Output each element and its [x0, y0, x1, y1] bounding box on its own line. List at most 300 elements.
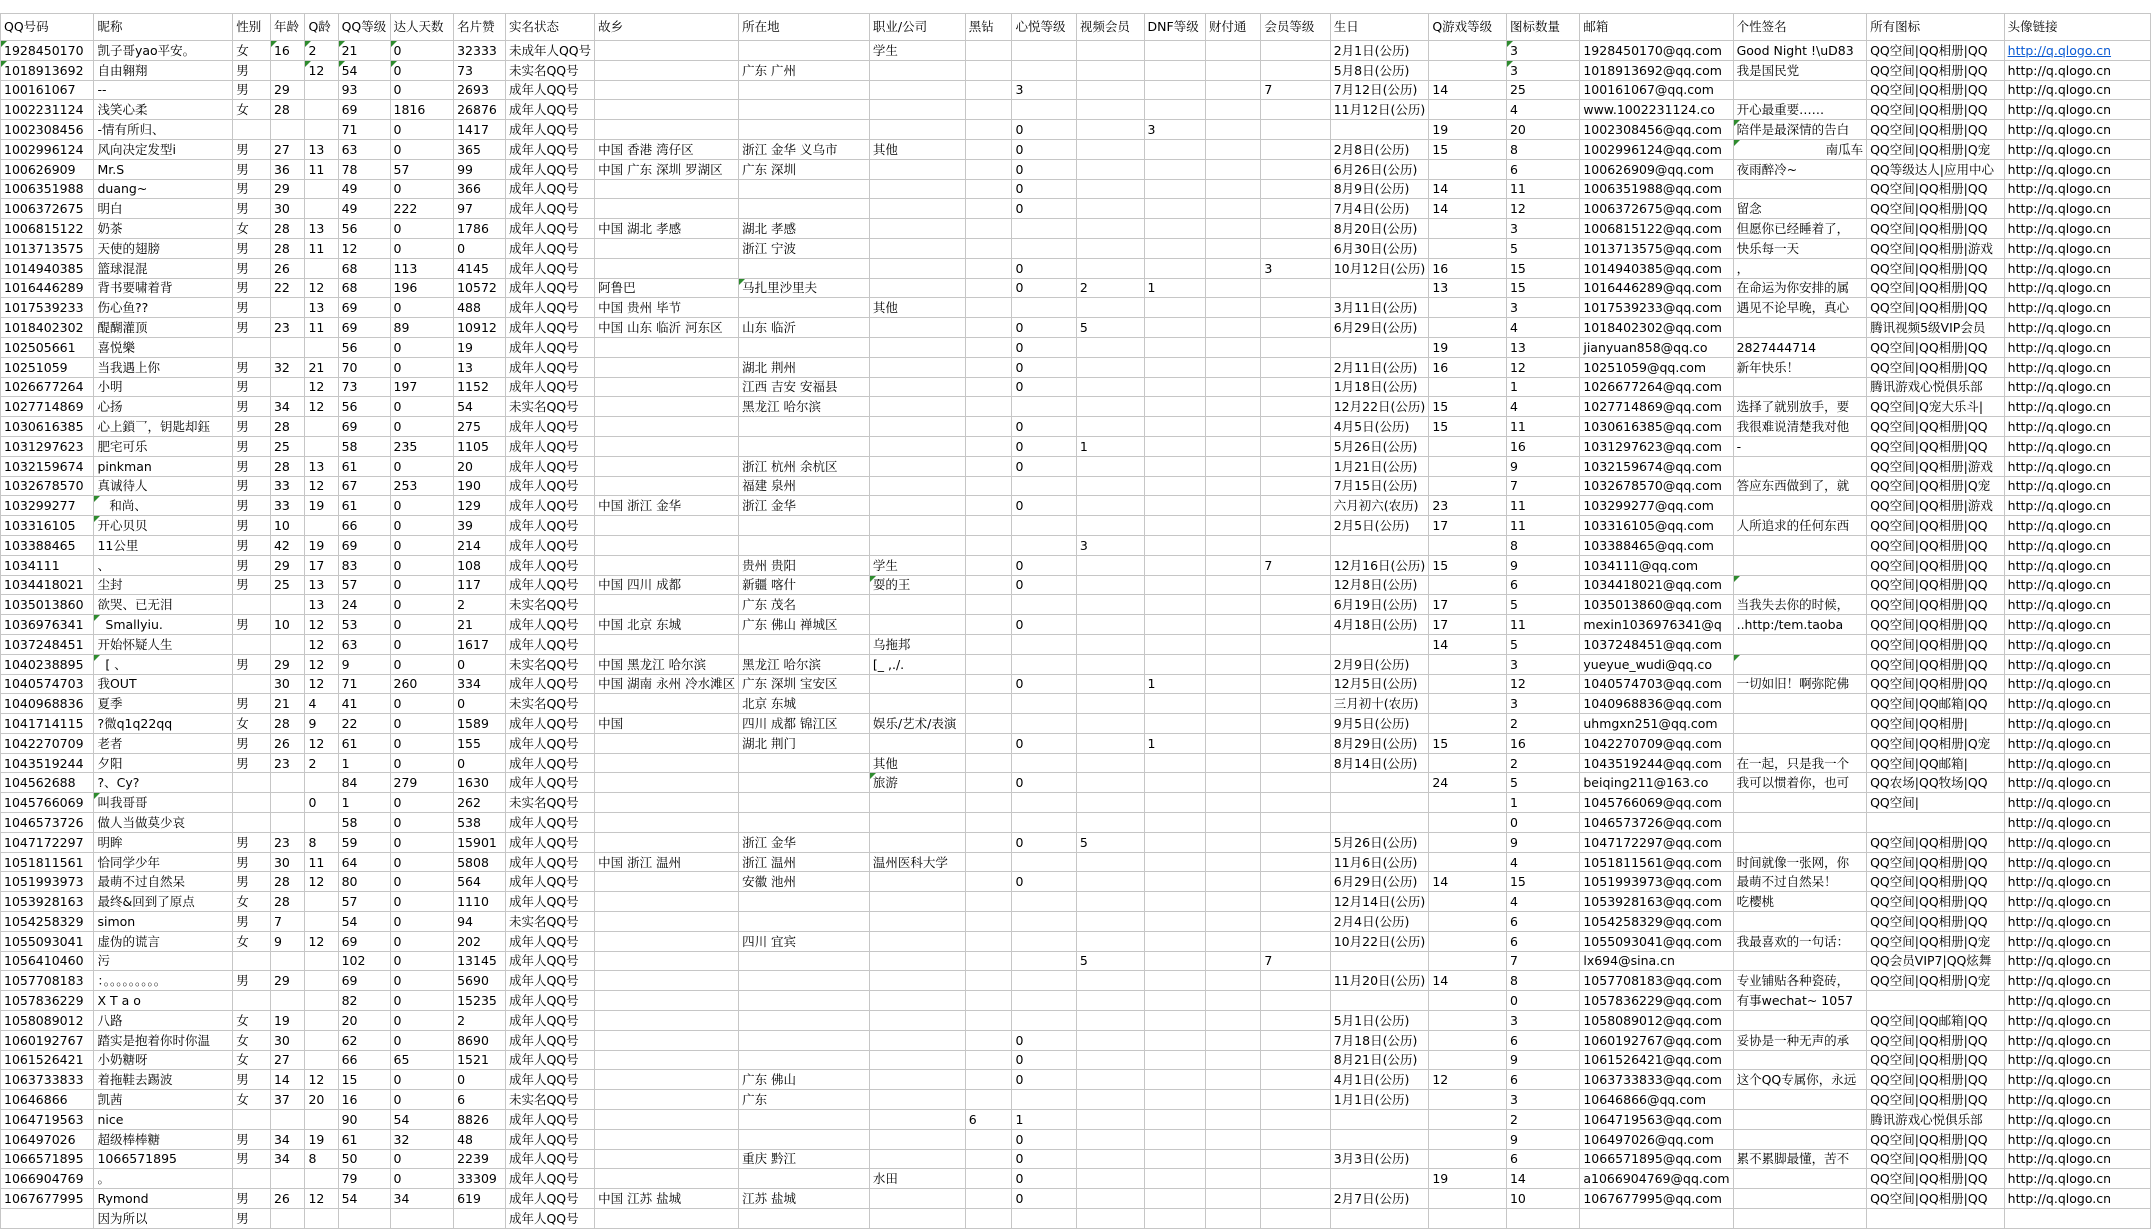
- cell[interactable]: [869, 1011, 965, 1031]
- cell[interactable]: [1261, 1169, 1330, 1189]
- cell[interactable]: [305, 100, 338, 120]
- cell[interactable]: pinkman: [94, 456, 233, 476]
- cell[interactable]: 17: [1429, 595, 1507, 615]
- cell[interactable]: [1205, 813, 1261, 833]
- cell[interactable]: QQ空间|QQ相册|QQ: [1867, 516, 2005, 536]
- cell[interactable]: 成年人QQ号: [505, 357, 594, 377]
- cell[interactable]: [305, 179, 338, 199]
- cell[interactable]: 4: [1506, 100, 1579, 120]
- cell[interactable]: 12: [305, 60, 338, 80]
- cell[interactable]: 32333: [454, 41, 506, 61]
- cell[interactable]: 12月14日(公历): [1330, 892, 1429, 912]
- cell[interactable]: [1733, 179, 1867, 199]
- cell[interactable]: uhmgxn251@qq.com: [1580, 714, 1733, 734]
- cell[interactable]: [305, 1050, 338, 1070]
- cell[interactable]: 马扎里沙里夫: [739, 278, 870, 298]
- cell[interactable]: [1261, 1189, 1330, 1209]
- cell[interactable]: [869, 357, 965, 377]
- cell[interactable]: [965, 238, 1012, 258]
- cell[interactable]: [1261, 1030, 1330, 1050]
- cell[interactable]: 1006372675@qq.com: [1580, 199, 1733, 219]
- cell[interactable]: 做人当做莫少哀: [94, 813, 233, 833]
- cell[interactable]: [1076, 120, 1144, 140]
- cell[interactable]: 25: [270, 575, 304, 595]
- cell[interactable]: 未实名QQ号: [505, 595, 594, 615]
- cell[interactable]: [1076, 1050, 1144, 1070]
- cell[interactable]: 10912: [454, 318, 506, 338]
- cell[interactable]: QQ空间|QQ相册|QQ: [1867, 1169, 2005, 1189]
- cell[interactable]: 耍的王: [869, 575, 965, 595]
- cell[interactable]: 15: [1506, 872, 1579, 892]
- cell[interactable]: 90: [338, 1110, 390, 1130]
- cell[interactable]: 1: [1144, 674, 1205, 694]
- cell[interactable]: 20: [454, 456, 506, 476]
- cell[interactable]: [1076, 1011, 1144, 1031]
- cell[interactable]: 1002996124: [1, 139, 94, 159]
- cell[interactable]: [965, 1050, 1012, 1070]
- cell[interactable]: [1261, 1050, 1330, 1070]
- cell[interactable]: [965, 971, 1012, 991]
- cell[interactable]: [1261, 694, 1330, 714]
- cell[interactable]: [1330, 120, 1429, 140]
- cell[interactable]: 1002308456: [1, 120, 94, 140]
- cell[interactable]: [1076, 931, 1144, 951]
- cell[interactable]: [1144, 852, 1205, 872]
- cell[interactable]: 成年人QQ号: [505, 991, 594, 1011]
- cell[interactable]: 28: [270, 892, 304, 912]
- cell[interactable]: 2月7日(公历): [1330, 1189, 1429, 1209]
- cell[interactable]: 贵州 贵阳: [739, 555, 870, 575]
- cell[interactable]: 3: [1506, 1090, 1579, 1110]
- cell[interactable]: [233, 337, 271, 357]
- cell[interactable]: 6: [454, 1090, 506, 1110]
- cell[interactable]: 0: [1012, 1169, 1076, 1189]
- cell[interactable]: [595, 595, 739, 615]
- cell[interactable]: QQ等级达人|应用中心: [1867, 159, 2005, 179]
- cell[interactable]: [1144, 1209, 1205, 1229]
- cell[interactable]: 当我失去你的时候，: [1733, 595, 1867, 615]
- cell[interactable]: [1733, 1050, 1867, 1070]
- cell[interactable]: [1261, 516, 1330, 536]
- cell[interactable]: 选择了就别放手，要: [1733, 397, 1867, 417]
- cell[interactable]: [1205, 298, 1261, 318]
- cell[interactable]: 2: [454, 1011, 506, 1031]
- cell[interactable]: [305, 971, 338, 991]
- cell[interactable]: [1076, 337, 1144, 357]
- cell[interactable]: 肥宅可乐: [94, 436, 233, 456]
- cell[interactable]: [1076, 1030, 1144, 1050]
- avatar-link-cell[interactable]: http://q.qlogo.cn: [2004, 41, 2150, 61]
- cell[interactable]: [270, 60, 304, 80]
- cell[interactable]: 0: [1012, 357, 1076, 377]
- cell[interactable]: 1047172297: [1, 832, 94, 852]
- cell[interactable]: [1261, 714, 1330, 734]
- cell[interactable]: [233, 1110, 271, 1130]
- cell[interactable]: [869, 397, 965, 417]
- cell[interactable]: 21: [338, 41, 390, 61]
- cell[interactable]: QQ空间|QQ相册|QQ: [1867, 615, 2005, 635]
- cell[interactable]: 3: [1506, 219, 1579, 239]
- cell[interactable]: [305, 912, 338, 932]
- cell[interactable]: [595, 60, 739, 80]
- cell[interactable]: 0: [454, 654, 506, 674]
- cell[interactable]: [965, 575, 1012, 595]
- cell[interactable]: --: [94, 80, 233, 100]
- cell[interactable]: 68: [338, 278, 390, 298]
- cell[interactable]: 中国: [595, 714, 739, 734]
- cell[interactable]: [1733, 318, 1867, 338]
- cell[interactable]: [595, 1169, 739, 1189]
- cell[interactable]: http://q.qlogo.cn: [2004, 773, 2150, 793]
- cell[interactable]: [1076, 516, 1144, 536]
- cell[interactable]: [595, 1030, 739, 1050]
- cell[interactable]: 13: [305, 219, 338, 239]
- cell[interactable]: 61: [338, 733, 390, 753]
- cell[interactable]: [1205, 496, 1261, 516]
- cell[interactable]: 48: [454, 1129, 506, 1149]
- cell[interactable]: 25: [1506, 80, 1579, 100]
- cell[interactable]: 2: [305, 41, 338, 61]
- cell[interactable]: 5808: [454, 852, 506, 872]
- cell[interactable]: 106497026@qq.com: [1580, 1129, 1733, 1149]
- cell[interactable]: [965, 951, 1012, 971]
- cell[interactable]: 155: [454, 733, 506, 753]
- cell[interactable]: QQ空间|QQ相册|QQ: [1867, 1149, 2005, 1169]
- cell[interactable]: 0: [1012, 179, 1076, 199]
- column-header-12[interactable]: 黑钻: [965, 14, 1012, 41]
- cell[interactable]: [1330, 991, 1429, 1011]
- cell[interactable]: 1110: [454, 892, 506, 912]
- cell[interactable]: 12月22日(公历): [1330, 397, 1429, 417]
- cell[interactable]: [1261, 100, 1330, 120]
- cell[interactable]: [270, 1169, 304, 1189]
- cell[interactable]: [965, 318, 1012, 338]
- cell[interactable]: 1: [1506, 793, 1579, 813]
- cell[interactable]: [739, 912, 870, 932]
- cell[interactable]: 14: [1429, 199, 1507, 219]
- cell[interactable]: 男: [233, 555, 271, 575]
- cell[interactable]: 超级棒棒糖: [94, 1129, 233, 1149]
- cell[interactable]: 14: [270, 1070, 304, 1090]
- cell[interactable]: [1205, 1050, 1261, 1070]
- cell[interactable]: [1733, 951, 1867, 971]
- cell[interactable]: 男: [233, 971, 271, 991]
- cell[interactable]: [965, 199, 1012, 219]
- cell[interactable]: ?、Cy?: [94, 773, 233, 793]
- cell[interactable]: 13: [1506, 337, 1579, 357]
- cell[interactable]: 小奶糖呀: [94, 1050, 233, 1070]
- column-header-11[interactable]: 职业/公司: [869, 14, 965, 41]
- cell[interactable]: QQ空间|QQ相册|QQ: [1867, 436, 2005, 456]
- cell[interactable]: 未实名QQ号: [505, 793, 594, 813]
- cell[interactable]: 成年人QQ号: [505, 496, 594, 516]
- cell[interactable]: 6月26日(公历): [1330, 159, 1429, 179]
- cell[interactable]: 女: [233, 714, 271, 734]
- cell[interactable]: [965, 733, 1012, 753]
- cell[interactable]: 在一起，只是我一个: [1733, 753, 1867, 773]
- cell[interactable]: 11: [1506, 516, 1579, 536]
- cell[interactable]: 29: [270, 179, 304, 199]
- cell[interactable]: 1061526421: [1, 1050, 94, 1070]
- cell[interactable]: 27: [270, 1050, 304, 1070]
- cell[interactable]: [1261, 1070, 1330, 1090]
- cell[interactable]: 6月19日(公历): [1330, 595, 1429, 615]
- cell[interactable]: 温州医科大学: [869, 852, 965, 872]
- cell[interactable]: 54: [390, 1110, 454, 1130]
- cell[interactable]: [1144, 971, 1205, 991]
- cell[interactable]: 30: [270, 852, 304, 872]
- column-header-24[interactable]: 头像链接: [2004, 14, 2150, 41]
- cell[interactable]: 104562688: [1, 773, 94, 793]
- cell[interactable]: 1055093041: [1, 931, 94, 951]
- cell[interactable]: 、: [94, 555, 233, 575]
- cell[interactable]: [305, 337, 338, 357]
- cell[interactable]: 0: [390, 397, 454, 417]
- cell[interactable]: [1012, 476, 1076, 496]
- cell[interactable]: [1144, 80, 1205, 100]
- cell[interactable]: 0: [1012, 555, 1076, 575]
- cell[interactable]: 1060192767@qq.com: [1580, 1030, 1733, 1050]
- cell[interactable]: 一切如旧！啊弥陀佛: [1733, 674, 1867, 694]
- cell[interactable]: [595, 971, 739, 991]
- cell[interactable]: 7月12日(公历): [1330, 80, 1429, 100]
- cell[interactable]: 1066571895: [94, 1149, 233, 1169]
- cell[interactable]: [1261, 1011, 1330, 1031]
- cell[interactable]: 11: [1506, 179, 1579, 199]
- cell[interactable]: 1043519244: [1, 753, 94, 773]
- cell[interactable]: 男: [233, 278, 271, 298]
- cell[interactable]: [305, 120, 338, 140]
- cell[interactable]: [1144, 535, 1205, 555]
- cell[interactable]: 3月11日(公历): [1330, 298, 1429, 318]
- cell[interactable]: 10646866@qq.com: [1580, 1090, 1733, 1110]
- cell[interactable]: [1144, 991, 1205, 1011]
- cell[interactable]: 1042270709: [1, 733, 94, 753]
- cell[interactable]: [1429, 1050, 1507, 1070]
- cell[interactable]: [270, 793, 304, 813]
- cell[interactable]: 0: [390, 694, 454, 714]
- cell[interactable]: 0: [1012, 832, 1076, 852]
- cell[interactable]: 开心最重要……: [1733, 100, 1867, 120]
- cell[interactable]: 15235: [454, 991, 506, 1011]
- cell[interactable]: 男: [233, 852, 271, 872]
- cell[interactable]: 8: [305, 1149, 338, 1169]
- cell[interactable]: [1261, 199, 1330, 219]
- cell[interactable]: 69: [338, 298, 390, 318]
- cell[interactable]: http://q.qlogo.cn: [2004, 1030, 2150, 1050]
- cell[interactable]: [1144, 436, 1205, 456]
- cell[interactable]: http://q.qlogo.cn: [2004, 991, 2150, 1011]
- cell[interactable]: 1928450170: [1, 41, 94, 61]
- cell[interactable]: 8月14日(公历): [1330, 753, 1429, 773]
- cell[interactable]: [270, 120, 304, 140]
- cell[interactable]: 16: [338, 1090, 390, 1110]
- cell[interactable]: [595, 337, 739, 357]
- cell[interactable]: [965, 377, 1012, 397]
- cell[interactable]: [1076, 80, 1144, 100]
- cell[interactable]: [595, 892, 739, 912]
- cell[interactable]: 浅笑心柔: [94, 100, 233, 120]
- cell[interactable]: [1429, 912, 1507, 932]
- cell[interactable]: 32: [270, 357, 304, 377]
- cell[interactable]: QQ空间|QQ相册|QQ: [1867, 1090, 2005, 1110]
- cell[interactable]: 93: [338, 80, 390, 100]
- cell[interactable]: [305, 892, 338, 912]
- cell[interactable]: 1055093041@qq.com: [1580, 931, 1733, 951]
- cell[interactable]: [1076, 377, 1144, 397]
- cell[interactable]: 2: [454, 595, 506, 615]
- cell[interactable]: [965, 278, 1012, 298]
- cell[interactable]: [1144, 912, 1205, 932]
- cell[interactable]: 1002231124: [1, 100, 94, 120]
- cell[interactable]: 中国 广东 深圳 罗湖区: [595, 159, 739, 179]
- cell[interactable]: [869, 1189, 965, 1209]
- cell[interactable]: 成年人QQ号: [505, 436, 594, 456]
- cell[interactable]: [965, 1149, 1012, 1169]
- cell[interactable]: 84: [338, 773, 390, 793]
- cell[interactable]: [1076, 615, 1144, 635]
- cell[interactable]: [1012, 1090, 1076, 1110]
- cell[interactable]: [1012, 100, 1076, 120]
- cell[interactable]: 14: [1429, 634, 1507, 654]
- cell[interactable]: http://q.qlogo.cn: [2004, 318, 2150, 338]
- cell[interactable]: [1205, 219, 1261, 239]
- cell[interactable]: 湖北 荆门: [739, 733, 870, 753]
- cell[interactable]: 3月3日(公历): [1330, 1149, 1429, 1169]
- cell[interactable]: [739, 298, 870, 318]
- cell[interactable]: [1205, 159, 1261, 179]
- cell[interactable]: 106497026: [1, 1129, 94, 1149]
- cell[interactable]: QQ空间|QQ相册|QQ: [1867, 832, 2005, 852]
- cell[interactable]: 253: [390, 476, 454, 496]
- cell[interactable]: 20: [1506, 120, 1579, 140]
- cell[interactable]: Mr.S: [94, 159, 233, 179]
- cell[interactable]: [1076, 159, 1144, 179]
- cell[interactable]: 538: [454, 813, 506, 833]
- cell[interactable]: www.1002231124.co: [1580, 100, 1733, 120]
- cell[interactable]: 新年快乐！: [1733, 357, 1867, 377]
- cell[interactable]: simon: [94, 912, 233, 932]
- cell[interactable]: 0: [390, 1011, 454, 1031]
- cell[interactable]: 恰同学少年: [94, 852, 233, 872]
- cell[interactable]: [1144, 179, 1205, 199]
- cell[interactable]: 男: [233, 496, 271, 516]
- cell[interactable]: 100626909@qq.com: [1580, 159, 1733, 179]
- cell[interactable]: [595, 1129, 739, 1149]
- cell[interactable]: [739, 991, 870, 1011]
- cell[interactable]: 开始怀疑人生: [94, 634, 233, 654]
- cell[interactable]: 19: [454, 337, 506, 357]
- cell[interactable]: [1144, 357, 1205, 377]
- cell[interactable]: 7: [1261, 555, 1330, 575]
- cell[interactable]: QQ空间|QQ相册|QQ: [1867, 1070, 2005, 1090]
- cell[interactable]: 0: [1012, 337, 1076, 357]
- cell[interactable]: [1076, 1189, 1144, 1209]
- cell[interactable]: [1205, 773, 1261, 793]
- cell[interactable]: 0: [1012, 496, 1076, 516]
- cell[interactable]: QQ空间|QQ相册|Q宠: [1867, 476, 2005, 496]
- cell[interactable]: 366: [454, 179, 506, 199]
- cell[interactable]: [595, 555, 739, 575]
- cell[interactable]: [1261, 120, 1330, 140]
- cell[interactable]: 成年人QQ号: [505, 1011, 594, 1031]
- cell[interactable]: [1012, 298, 1076, 318]
- cell[interactable]: 8月21日(公历): [1330, 1050, 1429, 1070]
- cell[interactable]: 2月8日(公历): [1330, 139, 1429, 159]
- cell[interactable]: 中国 贵州 毕节: [595, 298, 739, 318]
- cell[interactable]: [1076, 991, 1144, 1011]
- cell[interactable]: 69: [338, 535, 390, 555]
- cell[interactable]: 1月21日(公历): [1330, 456, 1429, 476]
- cell[interactable]: 14: [1506, 1169, 1579, 1189]
- cell[interactable]: 56: [338, 337, 390, 357]
- cell[interactable]: 我OUT: [94, 674, 233, 694]
- cell[interactable]: 成年人QQ号: [505, 753, 594, 773]
- cell[interactable]: 8月9日(公历): [1330, 179, 1429, 199]
- cell[interactable]: [1076, 813, 1144, 833]
- cell[interactable]: 3: [1144, 120, 1205, 140]
- cell[interactable]: 22: [338, 714, 390, 734]
- cell[interactable]: 30: [270, 199, 304, 219]
- cell[interactable]: 5月26日(公历): [1330, 436, 1429, 456]
- cell[interactable]: 1018913692: [1, 60, 94, 80]
- cell[interactable]: [739, 120, 870, 140]
- cell[interactable]: 89: [390, 318, 454, 338]
- cell[interactable]: 1027714869@qq.com: [1580, 397, 1733, 417]
- cell[interactable]: 1589: [454, 714, 506, 734]
- cell[interactable]: 1036976341: [1, 615, 94, 635]
- cell[interactable]: [869, 733, 965, 753]
- cell[interactable]: 619: [454, 1189, 506, 1209]
- cell[interactable]: jianyuan858@qq.co: [1580, 337, 1733, 357]
- cell[interactable]: 5: [1506, 238, 1579, 258]
- cell[interactable]: [1205, 575, 1261, 595]
- cell[interactable]: [305, 813, 338, 833]
- cell[interactable]: QQ空间|: [1867, 793, 2005, 813]
- cell[interactable]: 12: [305, 872, 338, 892]
- cell[interactable]: [1261, 417, 1330, 437]
- cell[interactable]: 男: [233, 654, 271, 674]
- cell[interactable]: [1205, 41, 1261, 61]
- cell[interactable]: 61: [338, 456, 390, 476]
- cell[interactable]: 2月1日(公历): [1330, 41, 1429, 61]
- cell[interactable]: [1429, 714, 1507, 734]
- cell[interactable]: 风向决定发型i: [94, 139, 233, 159]
- cell[interactable]: [965, 714, 1012, 734]
- cell[interactable]: 28: [270, 417, 304, 437]
- cell[interactable]: [595, 872, 739, 892]
- cell[interactable]: 男: [233, 1129, 271, 1149]
- cell[interactable]: [869, 337, 965, 357]
- cell[interactable]: 1031297623@qq.com: [1580, 436, 1733, 456]
- cell[interactable]: http://q.qlogo.cn: [2004, 238, 2150, 258]
- cell[interactable]: 0: [390, 892, 454, 912]
- cell[interactable]: 14: [1429, 971, 1507, 991]
- cell[interactable]: [739, 337, 870, 357]
- cell[interactable]: [965, 417, 1012, 437]
- cell[interactable]: 3: [1506, 694, 1579, 714]
- cell[interactable]: [595, 258, 739, 278]
- cell[interactable]: [1733, 733, 1867, 753]
- cell[interactable]: 5: [1076, 832, 1144, 852]
- column-header-16[interactable]: 财付通: [1205, 14, 1261, 41]
- cell[interactable]: [739, 41, 870, 61]
- cell[interactable]: [965, 397, 1012, 417]
- cell[interactable]: 11: [305, 318, 338, 338]
- cell[interactable]: [869, 1110, 965, 1130]
- cell[interactable]: 5: [1506, 634, 1579, 654]
- cell[interactable]: [1012, 813, 1076, 833]
